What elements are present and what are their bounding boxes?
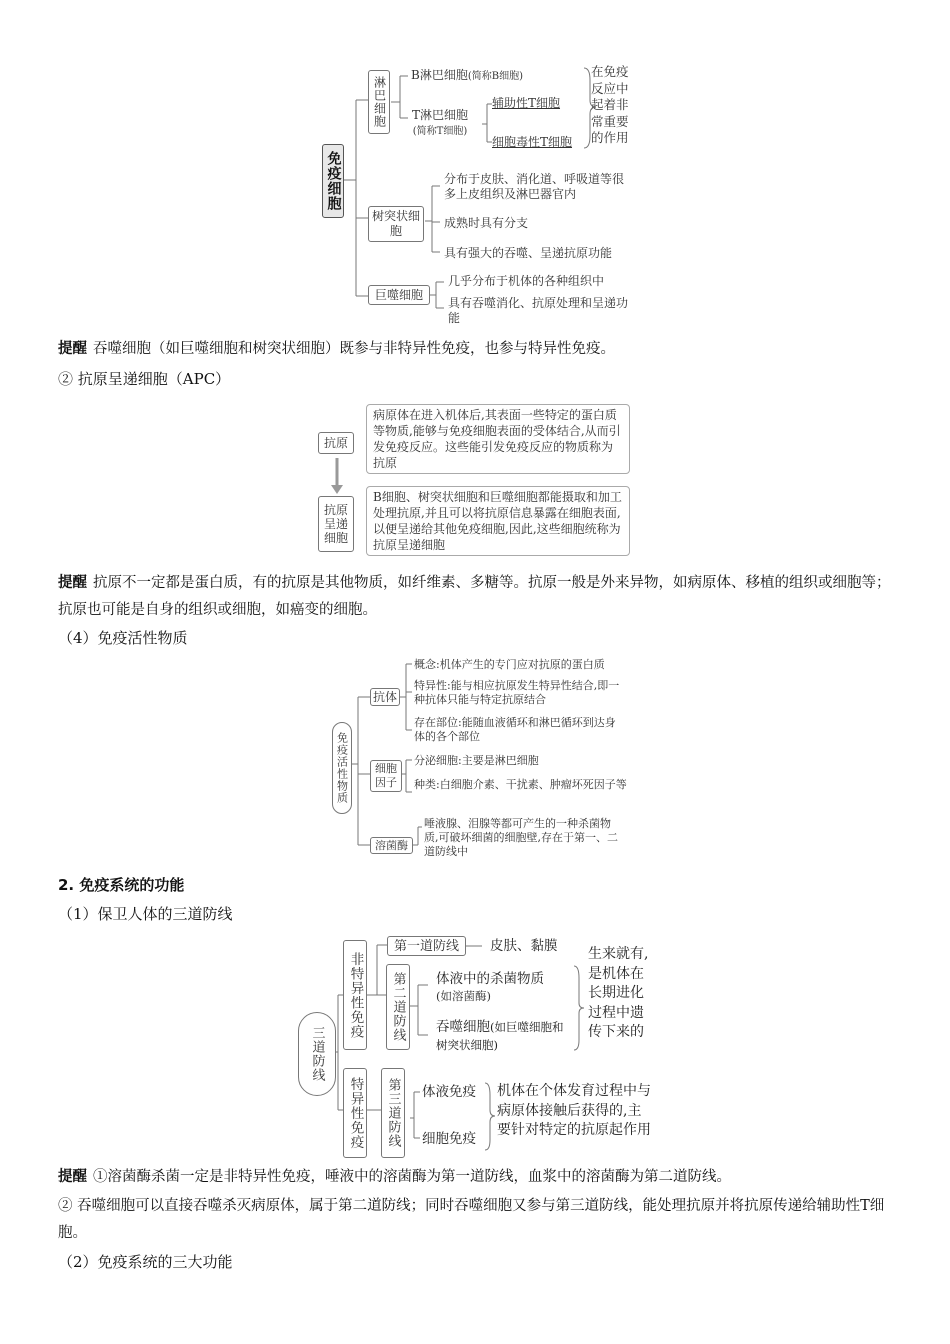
adaptive-description: 机体在个体发育过程中与病原体接触后获得的,主要针对特定的抗原起作用 (497, 1083, 651, 1138)
dendritic-fact-3: 具有强大的吞噬、呈递抗原功能 (444, 246, 613, 260)
apc-heading: ② 抗原呈递细胞（APC） (58, 370, 231, 388)
first-line-content: 皮肤、黏膜 (490, 938, 558, 954)
section-2-title: 2. 免疫系统的功能 (58, 876, 185, 894)
nonspecific-immunity: 非特异性免疫 (343, 940, 367, 1050)
apc-description: B细胞、树突状细胞和巨噬细胞都能摄取和加工处理抗原,并且可以将抗原信息暴露在细胞表面,以便呈递给其他免疫细胞,因此,这些细胞统称为抗原呈递细胞 (366, 486, 630, 556)
first-line: 第一道防线 (387, 936, 466, 956)
macrophage-fact-2: 具有吞噬消化、抗原处理和呈递功能 (448, 296, 629, 325)
tip-1: 提醒 吞噬细胞（如巨噬细胞和树突状细胞）既参与非特异性免疫，也参与特异性免疫。 (58, 341, 615, 357)
antigen-node: 抗原 (318, 432, 354, 454)
t-cell-label: T淋巴细胞 (简称T细胞) (412, 108, 469, 137)
humoral-immunity: 体液免疫 (422, 1084, 476, 1100)
lymphocyte-node: 淋巴细胞 (368, 70, 390, 134)
cellular-immunity: 细胞免疫 (422, 1131, 476, 1147)
second-line-b: 吞噬细胞(如巨噬细胞和树突状细胞) (436, 1019, 564, 1052)
second-line-a: 体液中的杀菌物质 (436, 971, 544, 987)
tip-3: 提醒 ①溶菌酶杀菌一定是非特异性免疫，唾液中的溶菌酶为第一道防线，血浆中的溶菌酶为第二道防线。 (58, 1169, 731, 1185)
cytokine-fact-2: 种类:白细胞介素、干扰素、肿瘤坏死因子等 (414, 778, 627, 791)
three-lines-root: 三道防线 (298, 1012, 336, 1096)
apc-node: 抗原呈递细胞 (318, 496, 354, 552)
antibody-fact-1: 概念:机体产生的专门应对抗原的蛋白质 (414, 658, 605, 671)
second-line-a-note: (如溶菌酶) (436, 989, 491, 1003)
dendritic-fact-1: 分布于皮肤、消化道、呼吸道等很多上皮组织及淋巴器官内 (444, 172, 625, 201)
tip-3b: ② 吞噬细胞可以直接吞噬杀灭病原体，属于第二道防线；同时吞噬细胞又参与第三道防线，能处理抗原并将抗原传递给辅助性T细胞。 (58, 1198, 885, 1241)
tip-label: 提醒 (58, 1169, 87, 1185)
antibody-fact-2: 特异性:能与相应抗原发生特异性结合,即一种抗体只能与特定抗原结合 (414, 679, 620, 706)
helper-t-cell: 辅助性T细胞 (492, 96, 561, 110)
lysozyme-fact: 唾液腺、泪腺等都可产生的一种杀菌物质,可破坏细菌的细胞壁,存在于第一、二道防线中 (424, 817, 618, 858)
tip-2: 提醒 抗原不一定都是蛋白质，有的抗原是其他物质，如纤维素、多糖等。抗原一般是外来异物，如病原体、移植的组织或细胞等；抗原也可能是自身的组织或细胞，如癌变的细胞。 (58, 575, 891, 618)
dendritic-fact-2: 成熟时具有分支 (444, 216, 529, 230)
macrophage-fact-1: 几乎分布于机体的各种组织中 (448, 274, 605, 288)
active-substance-root: 免疫活性物质 (332, 722, 352, 814)
specific-immunity: 特异性免疫 (343, 1068, 367, 1158)
subheading-4: （4）免疫活性物质 (58, 629, 188, 647)
lysozyme-node: 溶菌酶 (370, 837, 413, 854)
second-line: 第二道防线 (386, 964, 410, 1050)
subheading-1: （1）保卫人体的三道防线 (58, 905, 233, 923)
cytokine-fact-1: 分泌细胞:主要是淋巴细胞 (414, 754, 539, 767)
dendritic-cell-node: 树突状细胞 (368, 206, 424, 242)
antigen-description: 病原体在进入机体后,其表面一些特定的蛋白质等物质,能够与免疫细胞表面的受体结合,从而引发免疫反应。这些能引发免疫反应的物质称为抗原 (366, 404, 630, 474)
lymphocyte-role: 在免疫反应中起着非常重要的作用 (591, 64, 629, 145)
innate-description: 生来就有,是机体在长期进化过程中遗传下来的 (588, 946, 649, 1040)
third-line: 第三道防线 (381, 1068, 405, 1158)
tip-label: 提醒 (58, 341, 87, 357)
immune-cells-root: 免疫细胞 (322, 144, 344, 218)
cytokine-node: 细胞因子 (370, 760, 402, 792)
antibody-fact-3: 存在部位:能随血液循环和淋巴循环到达身体的各个部位 (414, 716, 616, 743)
b-cell-label: B淋巴细胞(简称B细胞) (411, 68, 523, 82)
cytotoxic-t-cell: 细胞毒性T细胞 (492, 135, 573, 149)
macrophage-node: 巨噬细胞 (368, 285, 430, 305)
subheading-2: （2）免疫系统的三大功能 (58, 1253, 233, 1271)
antibody-node: 抗体 (370, 688, 400, 706)
tip-label: 提醒 (58, 575, 87, 591)
